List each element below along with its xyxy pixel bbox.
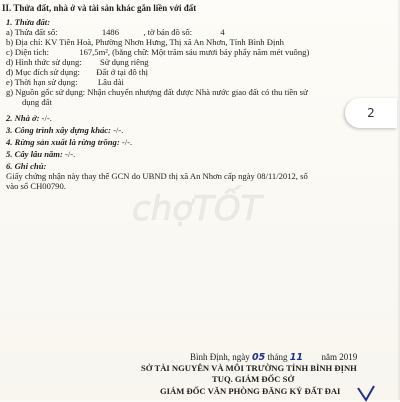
svg-text:chợTỐT: chợTỐT — [132, 189, 262, 229]
other-construction-label: 3. Công trình xây dựng khác: — [6, 125, 111, 135]
area-label: c) Diện tích: — [6, 47, 49, 57]
usage-term-row — [6, 77, 124, 87]
sign-year-label: năm — [321, 352, 337, 362]
area-row — [6, 47, 309, 57]
planted-forest-row — [6, 137, 132, 147]
usage-purpose-row — [6, 67, 148, 77]
address-row — [6, 37, 284, 47]
house-label: 2. Nhà ở: — [6, 113, 40, 123]
address-label: b) Địa chỉ: — [6, 37, 43, 47]
usage-origin-value-cont: dụng đất — [22, 97, 52, 107]
other-construction-row — [6, 125, 123, 135]
planted-forest-label: 4. Rừng sản xuất là rừng trồng: — [6, 137, 120, 147]
perennial-trees-label: 5. Cây lâu năm: — [6, 149, 63, 159]
sign-day: 05 — [252, 352, 266, 363]
usage-term-value: Lâu dài — [97, 77, 124, 87]
usage-term-label: e) Thời hạn sử dụng: — [6, 77, 78, 87]
perennial-trees-row — [6, 149, 75, 159]
parcel-number-value: 1486 — [101, 27, 120, 37]
sign-tuq: TUQ. GIÁM ĐỐC SỞ — [212, 374, 295, 384]
signature-stroke-icon — [356, 384, 376, 402]
sign-month-label: tháng — [267, 352, 288, 362]
land-parcel-heading: 1. Thửa đất: — [6, 17, 51, 27]
sign-month: 11 — [289, 352, 303, 363]
usage-origin-value: Nhận chuyển nhượng đất được Nhà nước giao đất có thu tiền sử — [87, 87, 308, 97]
other-construction-value: -/-. — [113, 125, 124, 135]
sign-day-label: ngày — [232, 352, 250, 362]
map-sheet-value: 4 — [220, 27, 225, 37]
parcel-number-label: a) Thửa đất số: — [6, 27, 58, 37]
usage-origin-label: g) Nguồn gốc sử dụng: — [6, 87, 86, 97]
usage-form-label: d) Hình thức sử dụng: — [6, 57, 82, 67]
usage-form-value: Sử dụng riêng — [100, 57, 149, 67]
address-value: KV Tiên Hoà, Phường Nhơn Hưng, Thị xã An Nhơn, Tỉnh Bình Định — [44, 37, 284, 47]
area-value: 167,5m², (bằng chữ: Một trăm sáu mươi bảy phẩy năm mét vuông) — [79, 47, 310, 57]
section-title: II. Thửa đất, nhà ở và tài sản khác gắn liền với đất — [2, 3, 197, 13]
usage-purpose-label: đ) Mục đích sử dụng: — [6, 67, 80, 77]
sign-place: Bình Định, — [190, 352, 231, 362]
map-sheet-label: , tờ bản đồ số: — [143, 27, 193, 37]
usage-origin-row — [6, 87, 308, 97]
sign-org: SỞ TÀI NGUYÊN VÀ MÔI TRƯỜNG TỈNH BÌNH ĐỊNH — [141, 363, 357, 373]
notes-line-1: Giấy chứng nhận này thay thế GCN do UBND thị xã An Nhơn cấp ngày 08/11/2012, số — [6, 171, 308, 181]
parcel-number-row — [6, 27, 225, 37]
usage-purpose-value: Đất ở tại đô thị — [96, 67, 149, 77]
notes-line-2: vào sổ CH00790. — [6, 181, 66, 191]
planted-forest-value: -/-. — [121, 137, 133, 147]
usage-form-row — [6, 57, 149, 67]
page-number-badge[interactable]: 2 — [345, 98, 397, 128]
sign-year: 2019 — [339, 352, 358, 362]
perennial-trees-value: -/-. — [64, 149, 76, 159]
house-row — [6, 113, 52, 123]
chotot-watermark-logo — [128, 178, 268, 238]
sign-position: GIÁM ĐỐC VĂN PHÒNG ĐĂNG KÝ ĐẤT ĐAI — [160, 386, 341, 396]
sign-date-row — [190, 352, 357, 363]
notes-heading: 6. Ghi chú: — [6, 161, 47, 171]
house-value: -/-. — [41, 113, 52, 123]
